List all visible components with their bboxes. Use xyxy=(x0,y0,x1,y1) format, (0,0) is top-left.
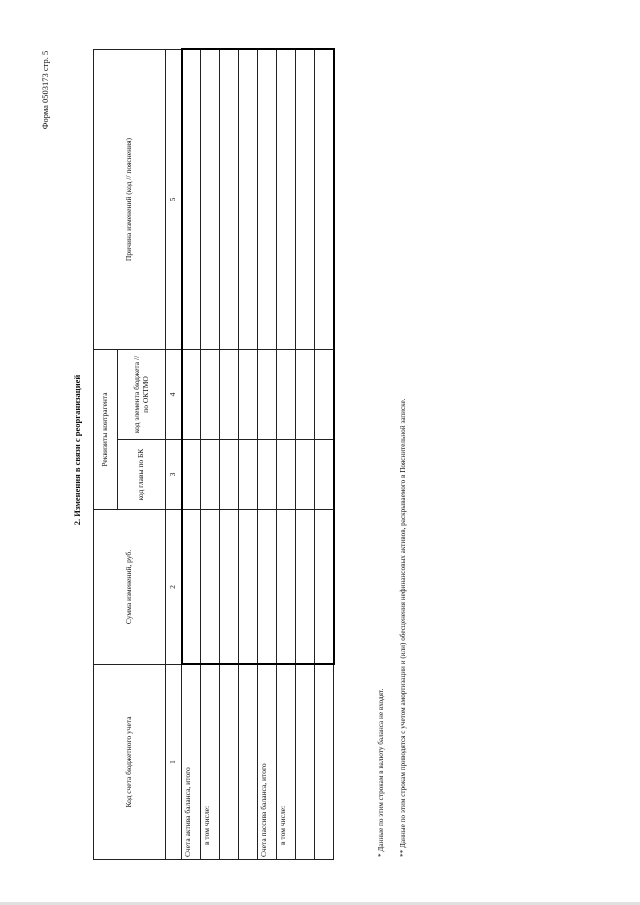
column-number: 1 xyxy=(166,665,182,860)
form-reference: Форма 0503173 стр. 5 xyxy=(40,50,50,130)
input-cell[interactable] xyxy=(258,510,277,665)
column-number-row xyxy=(166,50,182,860)
header-row-top xyxy=(94,50,118,860)
input-cell[interactable] xyxy=(220,440,239,510)
input-cell[interactable] xyxy=(182,440,201,510)
column-number: 2 xyxy=(166,510,182,665)
input-cell[interactable] xyxy=(315,50,334,350)
header-budget-element: код элемента бюджета // по ОКТМО xyxy=(118,350,166,440)
footnote: ** Данные по этим строкам приводятся с учетом амортизации и (или) обесценения нефинансовых активов, раскрываемого в Пояснительной записке. xyxy=(399,398,407,857)
input-cell[interactable] xyxy=(220,350,239,440)
input-cell[interactable] xyxy=(201,350,220,440)
header-chapter-code: код главы по БК xyxy=(118,440,166,510)
input-cell[interactable] xyxy=(296,50,315,350)
input-cell[interactable] xyxy=(239,440,258,510)
input-cell[interactable] xyxy=(277,50,296,350)
input-cell[interactable] xyxy=(220,510,239,665)
table-row xyxy=(182,50,201,860)
input-cell[interactable] xyxy=(201,50,220,350)
section-title: 2. Изменения в связи с реорганизацией xyxy=(72,374,82,526)
row-label: Счета актива баланса, итого xyxy=(182,665,201,860)
table-row xyxy=(239,50,258,860)
input-cell[interactable] xyxy=(239,350,258,440)
footnote: * Данные по этим строкам в валюту баланса не входят. xyxy=(377,688,385,857)
header-reason: Причина изменений (код // пояснения) xyxy=(94,50,166,350)
input-cell[interactable] xyxy=(315,440,334,510)
input-cell[interactable] xyxy=(220,50,239,350)
input-cell[interactable] xyxy=(239,50,258,350)
input-cell[interactable] xyxy=(258,440,277,510)
input-cell[interactable] xyxy=(277,440,296,510)
row-label: в том числе: xyxy=(277,665,296,860)
table-row xyxy=(296,50,315,860)
row-label xyxy=(296,665,315,860)
table-row xyxy=(201,50,220,860)
input-cell[interactable] xyxy=(182,50,201,350)
input-cell[interactable] xyxy=(315,350,334,440)
table-row xyxy=(315,50,334,860)
reorganization-changes-table xyxy=(93,49,335,861)
header-change-sum: Сумма изменений, руб. xyxy=(94,510,166,665)
row-label: Счета пассива баланса, итого xyxy=(258,665,277,860)
input-cell[interactable] xyxy=(258,50,277,350)
input-cell[interactable] xyxy=(182,510,201,665)
input-cell[interactable] xyxy=(315,510,334,665)
column-number: 3 xyxy=(166,440,182,510)
input-cell[interactable] xyxy=(296,510,315,665)
input-cell[interactable] xyxy=(258,350,277,440)
input-cell[interactable] xyxy=(182,350,201,440)
row-label xyxy=(239,665,258,860)
column-number: 5 xyxy=(166,50,182,350)
input-cell[interactable] xyxy=(277,350,296,440)
input-cell[interactable] xyxy=(239,510,258,665)
header-account-code: Код счета бюджетного учета xyxy=(94,665,166,860)
row-label xyxy=(315,665,334,860)
input-cell[interactable] xyxy=(277,510,296,665)
row-label: в том числе: xyxy=(201,665,220,860)
input-cell[interactable] xyxy=(201,440,220,510)
table-row xyxy=(258,50,277,860)
input-cell[interactable] xyxy=(296,440,315,510)
header-counterparty: Реквизиты контрагента xyxy=(94,350,118,510)
input-cell[interactable] xyxy=(201,510,220,665)
row-label xyxy=(220,665,239,860)
column-number: 4 xyxy=(166,350,182,440)
table-row xyxy=(277,50,296,860)
input-cell[interactable] xyxy=(296,350,315,440)
table-row xyxy=(220,50,239,860)
